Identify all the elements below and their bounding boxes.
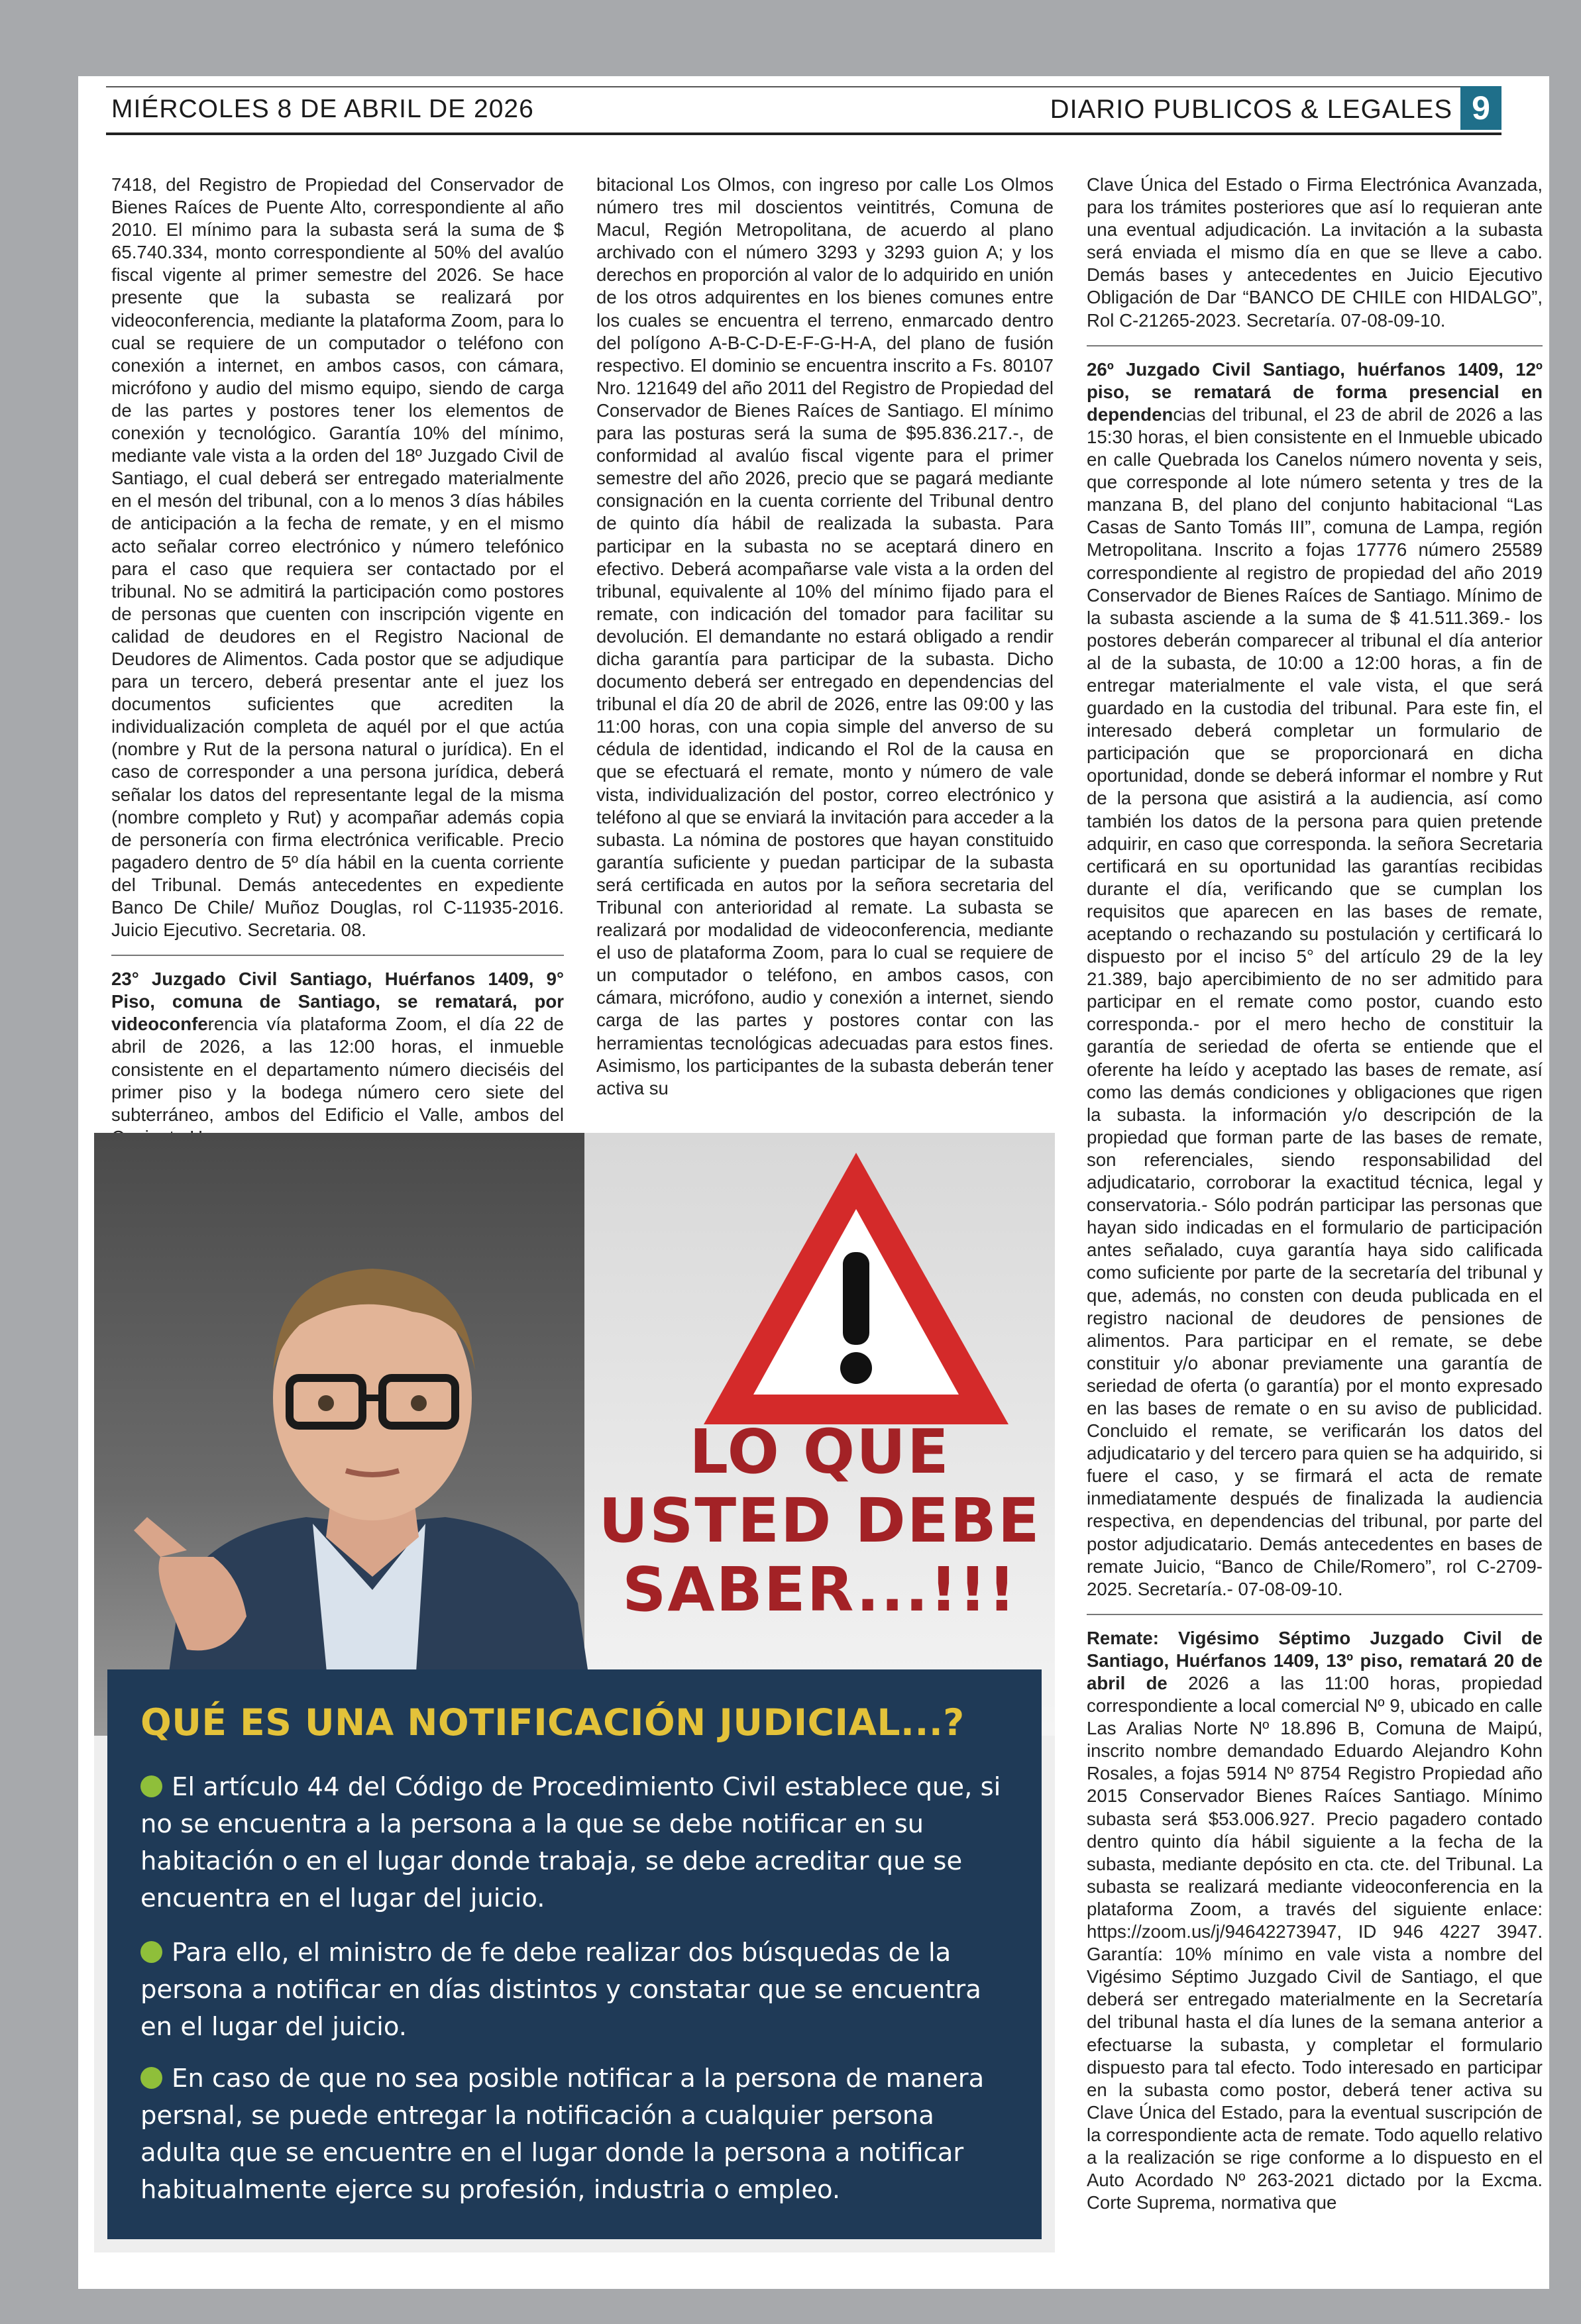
info-bullet-3 <box>140 2060 1015 2209</box>
info-bullet-2-text: Para ello, el ministro de fe debe realizar dos búsquedas de la persona a notificar en días distintos y constatar que se encuentra en el lugar del juicio. <box>140 1938 981 2042</box>
notice-26-heading: 26º Juzgado Civil Santiago, huérfanos 1409, 12º piso, se rematará de forma presencial en dependen <box>1087 358 1543 425</box>
bullet-dot-icon <box>140 1775 162 1797</box>
notice-27-juzgado <box>1087 1627 1543 2214</box>
notice-23-continuation-text: bitacional Los Olmos, con ingreso por calle Los Olmos número tres mil doscientos veintitrés, Comuna de Macul, Región Metropolitana, de acuerdo al plano archivado con el número 3293 y 3293 guion A; y los derechos en proporción al valor de lo adquirido en unión de los otros adquirentes en los bienes comunes entre los cuales se encuentra el terreno, enmarcado dentro del polígono A-B-C-D-E-F-G-H-A, del plano de fusión respectivo. El dominio se encuentra inscrito a Fs. 80107 Nro. 121649 del año 2011 del Registro de Propiedad del Conservador de Bienes Raíces de Santiago. El mínimo para las posturas será la suma de $95.836.217.-, de conformidad al avalúo fiscal vigente para el primer semestre del año 2026, precio que se pagará mediante consignación en la cuenta corriente del Tribunal dentro de quinto día hábil de realizada la subasta. Para participar en la subasta no se aceptará dinero en efectivo. Deberá acompañarse vale vista a la orden del tribunal, equivalente al 10% del mínimo fijado para el remate, con indicación del tomador para facilitar su devolución. El demandante no estará obligado a rendir dicha garantía para participar de la subasta. Dicho documento deberá ser entregado en dependencias del tribunal el día 20 de abril de 2026, entre las 09:00 y las 11:00 horas, con una copia simple del anverso de su cédula de identidad, indicando el Rol de la causa en que se efectuará el remate, monto y número de vale vista, individualización del postor, correo electrónico y teléfono al que se enviará la invitación para acceder a la subasta. La nómina de postores que hayan constituido garantía suficiente y puedan participar de la subasta será certificada en autos por la señora secretaria del Tribunal con anterioridad al remate. La subasta se realizará por modalidad de videoconferencia, mediante el uso de plataforma Zoom, para lo cual se requiere de un computador o teléfono, en ambos casos, con cámara, micrófono, audio y conexión a internet, siendo carga de las partes y postores contar con las herramientas tecnológicas adecuadas para estos fines. Asimismo, los participantes de la subasta deberán tener activa su <box>596 174 1054 1098</box>
notice-hidalgo-text: Clave Única del Estado o Firma Electrónica Avanzada, para los trámites posteriores que así lo requieran ante una eventual adjudicación. La invitación a la subasta será enviada el mismo día en que se lleve a cabo. Demás bases y antecedentes en Juicio Ejecutivo Obligación de Dar “BANCO DE CHILE con HIDALGO”, Rol C-21265-2023. Secretaría. 07-08-09-10. <box>1087 174 1543 331</box>
column-3 <box>1087 174 1543 2214</box>
info-bullet-1-text: El artículo 44 del Código de Procedimiento Civil establece que, si no se encuentra a la persona a la que se debe notificar en su habitación o en el lugar donde trabaja, se debe acreditar que se encuentra en el lugar del juicio. <box>140 1772 1001 1913</box>
warning-triangle-icon <box>697 1146 1015 1431</box>
notice-divider <box>1087 345 1543 346</box>
header-bottom-rule <box>106 132 1501 135</box>
column-1 <box>111 174 564 1149</box>
promo-headline-line-2: USTED DEBE <box>598 1485 1041 1556</box>
notice-26-text: cias del tribunal, el 23 de abril de 2026 a las 15:30 horas, el bien consistente en el Inmueble ubicado en calle Quebrada los Canelos número noventa y seis, que corresponde al lote número setenta y tres de la manzana B, del plano del conjunto habitacional “Las Casas de Santo Tomás III”, comuna de Lampa, región Metropolitana. Inscrito a fojas 17776 número 25589 correspondiente al registro de propiedad del año 2019 Conservador de Bienes Raíces de Santiago. Mínimo de la subasta asciende a la suma de $ 41.511.369.- los postores deberán comparecer al tribunal el día anterior al de la subasta, de 10:00 a 12:00 horas, a fin de entregar materialmente el vale vista, el que será guardado en la custodia del tribunal. Para este fin, el interesado deberá completar un formulario de participación que se proporcionará en dicha oportunidad, donde se deberá informar el nombre y Rut de la persona que asistirá a la audiencia, así como también los datos de la persona para quien pretende adquirir, en caso que corresponda. la señora Secretaria certificará en su oportunidad las garantías recibidas durante el día, verificando que se cumplan los requisitos que aparecen en las bases de remate, aceptando o rechazando su postulación y certificará lo dispuesto por el inciso 5° del artículo 29 de la ley 21.389, bajo apercibimiento de no ser admitido para participar en el remate como postor, cuando esto corresponda.- por el mero hecho de constituir la garantía de seriedad de oferta se entiende que el oferente ha leído y aceptado las bases de remate, así como las demás condiciones y obligaciones que rigen la subasta. la información y/o descripción de la propiedad que forman parte de las bases de remate, son referenciales, siendo responsabilidad del adjudicatario, corroborar la exactitud técnica, legal y conservatoria.- Sólo podrán participar las personas que hayan sido indicadas en el formulario de participación antes señalado, cuya garantía haya sido calificada como suficiente por parte de la secretaría del tribunal y que, además, no consten con deuda publicada en el registro nacional de deudores de pensiones de alimentos. Para participar en el remate, se debe constituir y/o abonar previamente una garantía de seriedad de oferta (o garantía) por el monto expresado en las bases de remate o en su aviso de publicidad. Concluido el remate, se verificarán los datos del adjudicatario y del tercero para quien se ha adquirido, si fuere el caso, y se firmará el acta de remate inmediatamente después de finalizada la audiencia respectiva, en dependencias del tribunal, por parte del postor adjudicatario. Demás antecedentes en bases de remate Juicio, “Banco de Chile/Romero”, rol C-2709- 2025. Secretaría.- 07-08-09-10. <box>1087 403 1543 1599</box>
notice-26-juzgado <box>1087 358 1543 1601</box>
info-panel <box>107 1669 1042 2239</box>
promo-headline-line-3: SABER...!!! <box>622 1554 1017 1625</box>
promo-advertisement <box>94 1133 1055 2252</box>
notice-18-juzgado-text: 7418, del Registro de Propiedad del Conservador de Bienes Raíces de Puente Alto, correspondiente al año 2010. El mínimo para la subasta será la suma de $ 65.740.334, monto correspondiente al 50% del avalúo fiscal vigente al primer semestre del 2026. Se hace presente que la subasta se realizará por videoconferencia, mediante la plataforma Zoom, para lo cual se requiere de un computador o teléfono con conexión a internet, en ambos casos, con cámara, micrófono y audio del mismo equipo, siendo de carga de las partes y postores tener los elementos de conexión y tecnológico. Garantía 10% del mínimo, mediante vale vista a la orden del 18º Juzgado Civil de Santiago, el cual deberá ser entregado materialmente en el mesón del tribunal, con a lo menos 3 días hábiles de anticipación a la fecha de remate, y en el mismo acto señalar correo electrónico y número telefónico para el caso que requiera ser contactado por el tribunal. No se admitirá la participación como postores de personas que cuenten con inscripción vigente en calidad de deudores en el Registro Nacional de Deudores de Alimentos. Cada postor que se adjudique para un tercero, deberá presentar ante el juez los documentos suficientes que acrediten la individualización completa de aquél por el que actúa (nombre y Rut de la persona natural o jurídica). En el caso de corresponder a una persona jurídica, deberá señalar los datos del representante legal de la misma (nombre completo y Rut) y acompañar además copia de personería con firma electrónica verificable. Precio pagadero dentro de 5º día hábil en la cuenta corriente del Tribunal. Demás antecedentes en expediente Banco De Chile/ Muñoz Douglas, rol C-11935-2016. Juicio Ejecutivo. Secretaria. 08. <box>111 174 564 941</box>
notice-23-heading: 23° Juzgado Civil Santiago, Huérfanos 1409, 9° Piso, comuna de Santiago, se rematará, por videoconfe <box>111 969 564 1035</box>
page-header <box>106 86 1501 132</box>
column-2 <box>596 174 1054 1100</box>
info-bullet-1 <box>140 1769 1015 1917</box>
notice-divider <box>111 955 564 956</box>
info-panel-title: QUÉ ES UNA NOTIFICACIÓN JUDICIAL...? <box>140 1701 965 1744</box>
man-pointing-photo <box>134 1245 611 1736</box>
notice-27-text: 2026 a las 11:00 horas, propiedad correspondiente a local comercial Nº 9, ubicado en calle Las Aralias Norte Nº 18.896 B, Comuna de Maipú, inscrito nombre demandado Eduardo Alejandro Kohn Rosales, a fojas 5914 Nº 8754 Registro Propiedad año 2015 Conservador Bienes Raíces Santiago. Mínimo subasta será $53.006.927. Precio pagadero contado dentro quinto día hábil siguiente a la fecha de la subasta, mediante depósito en cta. cte. del Tribunal. La subasta se realizará mediante videoconferencia en la plataforma Zoom, a través del siguiente enlace: https://zoom.us/j/94642273947, ID 946 4227 3947. Garantía: 10% mínimo en vale vista a nombre del Vigésimo Séptimo Juzgado Civil de Santiago, el que deberá ser entregado materialmente en la Secretaría del tribunal hasta el día lunes de la semana anterior a efectuarse la subasta, y completar el formulario dispuesto para tal efecto. Todo interesado en participar en la subasta como postor, deberá tener activa su Clave Única del Estado, para la eventual suscripción de la correspondiente acta de remate. Todo aquello relativo a la realización se rige conforme a lo dispuesto en el Auto Acordado Nº 263-2021 dictado por la Excma. Corte Suprema, normativa que <box>1087 1673 1543 2213</box>
promo-headline <box>584 1418 1055 1624</box>
notice-27-heading: Remate: Vigésimo Séptimo Juzgado Civil de Santiago, Huérfanos 1409, 13º piso, rematará 20 de abril de <box>1087 1627 1543 1693</box>
promo-headline-line-1: LO QUE <box>689 1416 950 1487</box>
bullet-dot-icon <box>140 2067 162 2089</box>
bullet-dot-icon <box>140 1941 162 1963</box>
header-date: MIÉRCOLES 8 DE ABRIL DE 2026 <box>111 95 534 123</box>
page-number: 9 <box>1460 86 1501 130</box>
info-bullet-2 <box>140 1934 1015 2046</box>
header-publication-title: DIARIO PUBLICOS & LEGALES <box>1050 95 1452 124</box>
notice-23-juzgado <box>111 968 564 1149</box>
notice-23-text: rencia vía plataforma Zoom, el día 22 de abril de 2026, a las 12:00 horas, el inmueble consistente en el departamento número dieciséis del primer piso y la bodega número cero siete del subterráneo, ambos del Edificio el Valle, ambos del <box>111 1014 564 1125</box>
notice-divider <box>1087 1614 1543 1615</box>
info-bullet-3-text: En caso de que no sea posible notificar a la persona de manera persnal, se puede entregar la notificación a cualquier persona adulta que se encuentre en el lugar donde la persona a notificar habitualmente ejerce su profesión, industria o empleo. <box>140 2064 985 2205</box>
